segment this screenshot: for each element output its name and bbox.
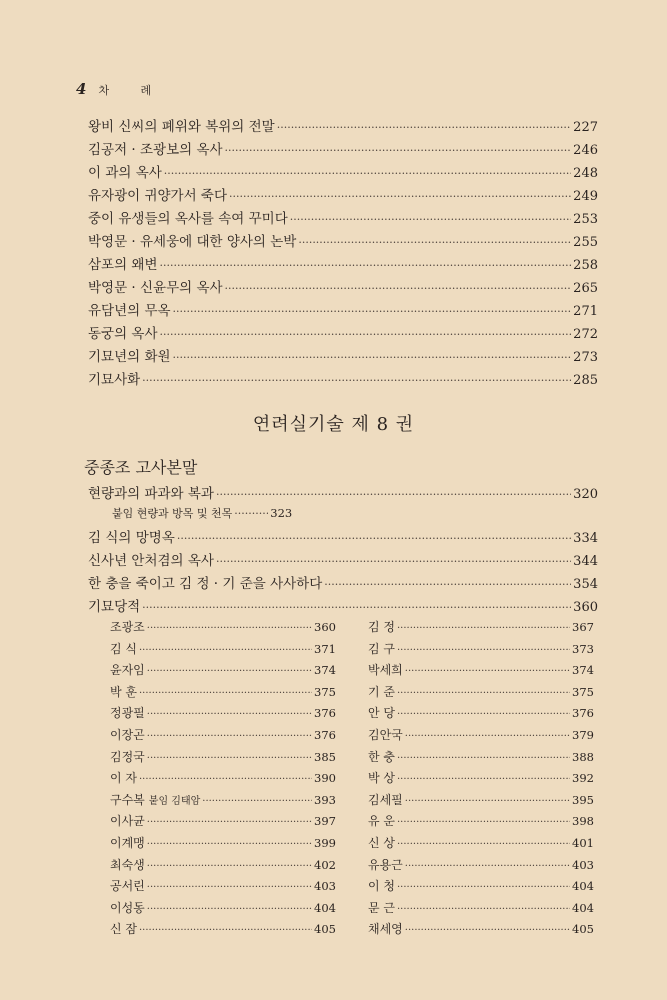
dot-leader — [225, 142, 572, 158]
dot-leader — [298, 234, 571, 250]
person-entry — [368, 618, 594, 640]
entry-page: 401 — [572, 835, 594, 850]
dot-leader — [234, 507, 268, 520]
dot-leader — [397, 620, 570, 634]
entry-title: 구수복 붙임 김태암 — [110, 792, 201, 807]
person-entry — [368, 856, 594, 878]
entry-title: 한 충을 죽이고 김 정 · 기 준을 사사하다 — [88, 576, 323, 592]
entry-page: 334 — [573, 531, 598, 546]
toc-entry — [88, 482, 598, 505]
entry-title: 유용근 — [368, 857, 403, 872]
dot-leader — [405, 793, 570, 807]
entry-page: 367 — [572, 620, 594, 634]
dot-leader — [290, 211, 571, 227]
entry-title: 문 근 — [368, 900, 395, 915]
entry-title: 박 상 — [368, 771, 395, 786]
toc-entry — [88, 138, 598, 161]
entry-page: 393 — [314, 792, 336, 807]
toc-top-list — [88, 115, 598, 391]
person-entry — [368, 899, 594, 921]
entry-title: 김 식의 망명옥 — [88, 530, 175, 546]
entry-page: 403 — [314, 879, 336, 894]
toc-entry — [88, 572, 598, 595]
entry-title: 이 청 — [368, 879, 395, 894]
toc-main-list — [88, 482, 598, 618]
dot-leader — [160, 326, 572, 342]
person-entry — [110, 769, 336, 791]
entry-page: 379 — [572, 727, 594, 742]
entry-page: 375 — [572, 684, 594, 699]
person-entry — [368, 726, 594, 748]
toc-entry — [88, 253, 598, 276]
dot-leader — [405, 663, 570, 677]
entry-title: 기 준 — [368, 684, 395, 699]
entry-title: 공서린 — [110, 879, 145, 894]
entry-title: 박 훈 — [110, 684, 137, 699]
entry-page: 354 — [573, 577, 598, 592]
entry-page: 376 — [314, 706, 336, 721]
dot-leader — [397, 706, 570, 720]
toc-entry — [88, 345, 598, 368]
dot-leader — [405, 858, 570, 872]
entry-page: 397 — [314, 814, 336, 829]
page-number: 4 — [76, 80, 87, 98]
entry-page: 246 — [573, 143, 598, 158]
entry-title: 김안국 — [368, 727, 403, 742]
dot-leader — [397, 642, 570, 656]
entry-page: 375 — [314, 684, 336, 699]
entry-title: 삼포의 왜변 — [88, 257, 158, 273]
page-header — [76, 80, 165, 98]
dot-leader — [397, 685, 570, 699]
dot-leader — [139, 771, 312, 785]
dot-leader — [173, 349, 572, 365]
dot-leader — [147, 620, 312, 634]
dot-leader — [147, 836, 312, 850]
entry-title: 유 운 — [368, 814, 395, 829]
entry-title: 이사균 — [110, 814, 145, 829]
entry-page: 404 — [572, 879, 594, 894]
entry-title: 신사년 안처겸의 옥사 — [88, 553, 214, 569]
person-entry — [110, 791, 336, 813]
toc-entry — [88, 549, 598, 572]
dot-leader — [173, 303, 572, 319]
entry-page: 258 — [573, 258, 598, 273]
entry-note: 붙임 김태암 — [148, 795, 201, 807]
entry-title: 붙임 현량과 방목 및 천목 — [112, 507, 233, 520]
toc-entry — [88, 322, 598, 345]
entry-page: 392 — [572, 771, 594, 786]
dot-leader — [147, 706, 312, 720]
person-entry — [368, 812, 594, 834]
entry-page: 344 — [573, 554, 598, 569]
person-entry — [368, 748, 594, 770]
entry-title: 박영문 · 신윤무의 옥사 — [88, 280, 223, 296]
toc-entry — [88, 184, 598, 207]
entry-title: 기묘년의 화원 — [88, 349, 171, 365]
person-entry — [368, 769, 594, 791]
entry-title: 김공저 · 조광보의 옥사 — [88, 142, 223, 158]
person-entry — [110, 726, 336, 748]
person-entry — [110, 683, 336, 705]
entry-page: 248 — [573, 166, 598, 181]
entry-title: 신 잠 — [110, 922, 137, 937]
entry-page: 373 — [572, 641, 594, 656]
entry-page: 405 — [572, 922, 594, 937]
entry-title: 신 상 — [368, 835, 395, 850]
entry-page: 265 — [573, 281, 598, 296]
person-entry — [110, 748, 336, 770]
person-entry — [368, 704, 594, 726]
person-entry — [110, 834, 336, 856]
entry-title: 김 구 — [368, 641, 395, 656]
entry-title: 박영문 · 유세웅에 대한 양사의 논박 — [88, 234, 297, 250]
person-entry — [110, 899, 336, 921]
header-title: 차 례 — [98, 84, 166, 97]
entry-page: 273 — [573, 350, 598, 365]
dot-leader — [397, 901, 570, 915]
dot-leader — [397, 836, 570, 850]
toc-entry — [88, 207, 598, 230]
entry-title: 이장곤 — [110, 727, 145, 742]
entry-page: 255 — [573, 235, 598, 250]
entry-page: 271 — [573, 304, 598, 319]
entry-page: 249 — [573, 189, 598, 204]
entry-title: 김 식 — [110, 641, 137, 656]
dot-leader — [142, 599, 571, 615]
person-entry — [368, 661, 594, 683]
dot-leader — [405, 922, 570, 936]
entry-title: 김세필 — [368, 792, 403, 807]
dot-leader — [147, 663, 312, 677]
entry-page: 395 — [572, 792, 594, 807]
dot-leader — [147, 728, 312, 742]
person-entry — [110, 704, 336, 726]
toc-entry — [88, 276, 598, 299]
dot-leader — [139, 685, 312, 699]
dot-leader — [324, 576, 571, 592]
entry-title: 한 충 — [368, 749, 395, 764]
toc-entry — [88, 299, 598, 322]
dot-leader — [139, 922, 312, 936]
person-entry — [368, 683, 594, 705]
entry-title: 왕비 신씨의 폐위와 복위의 전말 — [88, 119, 275, 135]
toc-entry — [88, 595, 598, 618]
person-entry — [110, 856, 336, 878]
entry-page: 398 — [572, 814, 594, 829]
dot-leader — [147, 858, 312, 872]
section-title: 중종조 고사본말 — [84, 458, 198, 477]
dot-leader — [229, 188, 571, 204]
toc-entry — [88, 230, 598, 253]
entry-page: 404 — [572, 900, 594, 915]
entry-title: 안 당 — [368, 706, 395, 721]
person-entry — [110, 812, 336, 834]
entry-page: 253 — [573, 212, 598, 227]
entry-title: 박세희 — [368, 663, 403, 678]
dot-leader — [225, 280, 572, 296]
dot-leader — [160, 257, 572, 273]
entry-title: 기묘당적 — [88, 599, 141, 615]
dot-leader — [177, 530, 571, 546]
person-entry — [368, 640, 594, 662]
entry-title: 김정국 — [110, 749, 145, 764]
dot-leader — [397, 814, 570, 828]
dot-leader — [216, 486, 571, 502]
entry-title: 김 정 — [368, 620, 395, 634]
entry-page: 323 — [270, 506, 293, 520]
person-entry — [368, 791, 594, 813]
entry-page: 402 — [314, 857, 336, 872]
volume-title: 연려실기술 제 8 권 — [252, 414, 415, 435]
dot-leader — [202, 793, 312, 807]
person-entry — [110, 920, 336, 942]
entry-page: 360 — [573, 600, 598, 615]
dot-leader — [216, 553, 571, 569]
entry-page: 360 — [314, 620, 336, 634]
dot-leader — [139, 642, 312, 656]
entry-page: 403 — [572, 857, 594, 872]
entry-page: 399 — [314, 835, 336, 850]
entry-title: 정광필 — [110, 706, 145, 721]
entry-title: 중이 유생들의 옥사를 속여 꾸미다 — [88, 211, 288, 227]
person-entry — [110, 661, 336, 683]
entry-title: 이성동 — [110, 900, 145, 915]
dot-leader — [397, 879, 570, 893]
dot-leader — [147, 879, 312, 893]
dot-leader — [147, 901, 312, 915]
entry-page: 390 — [314, 771, 336, 786]
dot-leader — [142, 372, 571, 388]
entry-title: 동궁의 옥사 — [88, 326, 158, 342]
entry-page: 376 — [572, 706, 594, 721]
person-entry — [368, 877, 594, 899]
entry-page: 285 — [573, 373, 598, 388]
dot-leader — [397, 750, 570, 764]
dot-leader — [164, 165, 571, 181]
dot-leader — [397, 771, 570, 785]
people-index-grid — [110, 618, 594, 942]
dot-leader — [147, 814, 312, 828]
entry-page: 404 — [314, 900, 336, 915]
entry-title: 최숙생 — [110, 857, 145, 872]
dot-leader — [277, 119, 571, 135]
person-entry — [368, 834, 594, 856]
toc-entry — [88, 161, 598, 184]
person-entry — [110, 618, 336, 640]
entry-page: 272 — [573, 327, 598, 342]
entry-title: 윤자임 — [110, 663, 145, 678]
entry-page: 376 — [314, 727, 336, 742]
entry-page: 385 — [314, 749, 336, 764]
person-entry — [110, 877, 336, 899]
entry-title: 기묘사화 — [88, 372, 141, 388]
entry-page: 388 — [572, 749, 594, 764]
person-entry — [368, 920, 594, 942]
entry-page: 405 — [314, 922, 336, 937]
toc-sub-entry — [88, 505, 598, 526]
entry-page: 371 — [314, 641, 336, 656]
entry-title: 이 과의 옥사 — [88, 165, 162, 181]
entry-title: 조광조 — [110, 620, 145, 634]
entry-title: 이계맹 — [110, 835, 145, 850]
entry-title: 채세영 — [368, 922, 403, 937]
entry-page: 374 — [314, 663, 336, 678]
dot-leader — [405, 728, 570, 742]
toc-entry — [88, 526, 598, 549]
entry-title: 이 자 — [110, 771, 137, 786]
entry-title: 유자광이 귀양가서 죽다 — [88, 188, 227, 204]
dot-leader — [147, 750, 312, 764]
entry-page: 227 — [573, 120, 598, 135]
entry-title: 유담년의 무옥 — [88, 303, 171, 319]
entry-title: 현량과의 파과와 복과 — [88, 486, 214, 502]
toc-entry — [88, 368, 598, 391]
person-entry — [110, 640, 336, 662]
entry-page: 374 — [572, 663, 594, 678]
toc-entry — [88, 115, 598, 138]
entry-page: 320 — [573, 487, 598, 502]
